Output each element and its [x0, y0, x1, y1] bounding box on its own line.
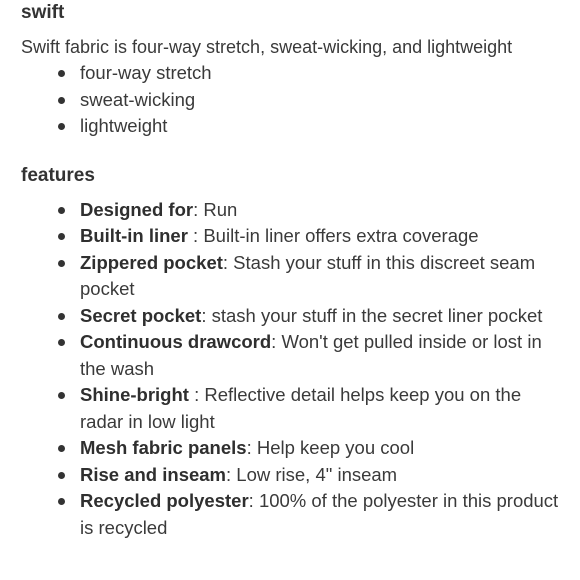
feature-text: Reflective detail helps keep you on the radar in low light	[80, 384, 522, 432]
feature-text: Stash your stuff in this discreet seam pocket	[80, 251, 536, 299]
feature-item	[58, 462, 580, 489]
feature-item	[58, 250, 580, 303]
feature-item	[58, 223, 580, 250]
feature-term: Continuous drawcord	[80, 331, 272, 352]
feature-term: Built-in liner	[80, 225, 188, 246]
list-item	[58, 113, 580, 140]
features-list	[21, 197, 580, 542]
feature-item	[58, 488, 580, 541]
bullet-icon	[58, 260, 65, 267]
feature-separator: :	[222, 251, 234, 273]
feature-separator: :	[226, 463, 237, 485]
bullet-icon	[58, 97, 65, 104]
list-item	[58, 60, 580, 87]
feature-text: Built-in liner offers extra coverage	[203, 225, 479, 246]
feature-text: Help keep you cool	[256, 437, 415, 458]
bullet-icon	[58, 207, 65, 214]
bullet-icon	[58, 498, 65, 505]
feature-term: Mesh fabric panels	[80, 437, 247, 458]
feature-term: Rise and inseam	[80, 463, 227, 485]
bullet-icon	[58, 472, 65, 479]
feature-separator: :	[187, 225, 204, 246]
feature-text: 100% of the polyester in this product is recycled	[80, 490, 559, 538]
bullet-icon	[58, 445, 65, 452]
feature-separator: :	[201, 304, 212, 326]
feature-text: Low rise, 4" inseam	[236, 463, 398, 485]
bullet-text: four-way stretch	[80, 62, 212, 83]
feature-item	[58, 303, 580, 330]
bullet-icon	[58, 339, 65, 346]
feature-item	[58, 197, 580, 224]
feature-term: Zippered pocket	[80, 251, 223, 273]
feature-term: Secret pocket	[80, 304, 202, 326]
bullet-text: lightweight	[80, 115, 168, 136]
swift-description: Swift fabric is four-way stretch, sweat-wicking, and lightweight	[21, 37, 513, 57]
feature-separator: :	[271, 331, 282, 352]
feature-item	[58, 435, 580, 462]
list-item	[58, 87, 580, 114]
swift-bullet-list	[21, 60, 580, 140]
bullet-icon	[58, 392, 65, 399]
feature-item	[58, 382, 580, 435]
feature-separator: :	[248, 490, 259, 511]
bullet-icon	[58, 313, 65, 320]
swift-heading: swift	[21, 2, 65, 23]
feature-term: Recycled polyester	[80, 490, 249, 511]
feature-text: Won't get pulled inside or lost in the wash	[80, 331, 542, 379]
feature-text: Run	[203, 198, 238, 220]
bullet-icon	[58, 123, 65, 130]
feature-term: Designed for	[80, 198, 194, 220]
feature-term: Shine-bright	[80, 384, 189, 405]
bullet-icon	[58, 233, 65, 240]
bullet-icon	[58, 70, 65, 77]
feature-separator: :	[188, 384, 205, 405]
feature-item	[58, 329, 580, 382]
feature-separator: :	[193, 198, 204, 220]
features-heading: features	[21, 164, 95, 186]
feature-separator: :	[246, 437, 257, 458]
feature-text: stash your stuff in the secret liner pocket	[211, 304, 543, 326]
bullet-text: sweat-wicking	[80, 88, 196, 110]
